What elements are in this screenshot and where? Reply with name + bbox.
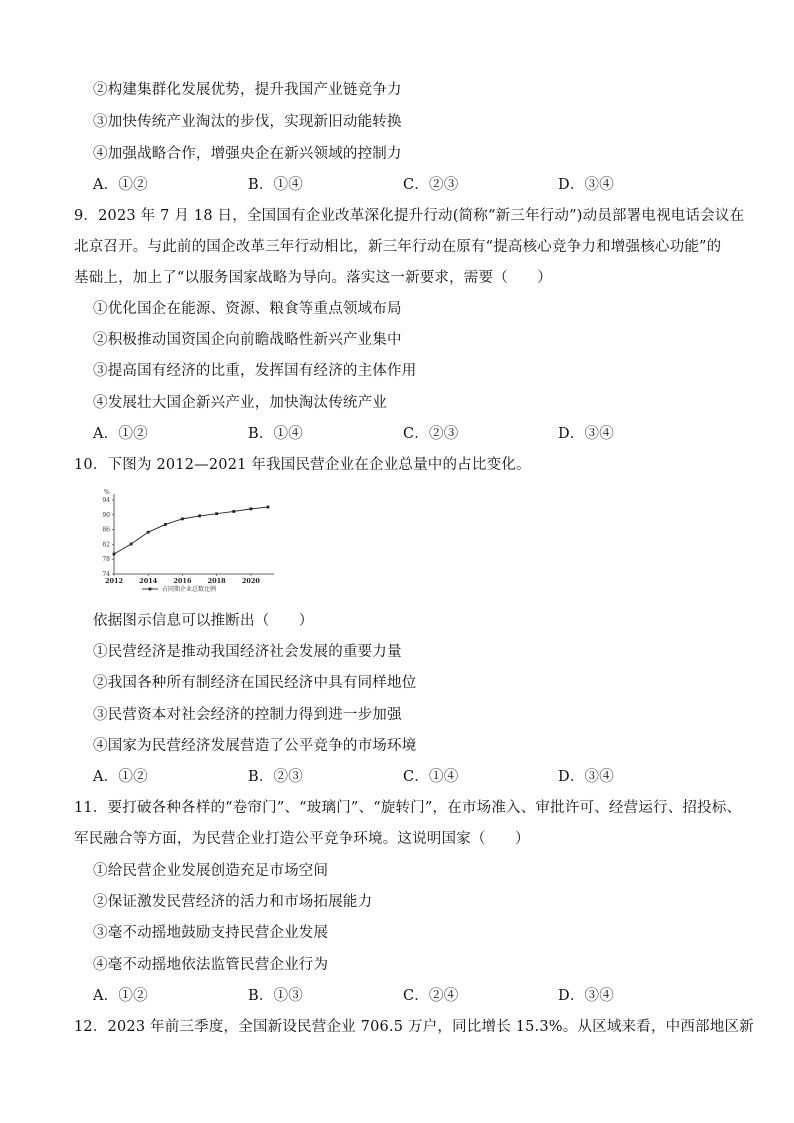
data-point	[215, 512, 218, 515]
q11-stem-line-2: 军民融合等方面，为民营企业打造公平竞争环境。这说明国家（ ）	[74, 831, 530, 847]
q9-choice-c[interactable]: C．②③	[403, 426, 459, 442]
q9-stem-line-2: 北京召开。与此前的国企改革三年行动相比，新三年行动在原有“提高核心竞争力和增强核心功能”的	[74, 239, 722, 255]
q8-choice-b[interactable]: B．①④	[248, 177, 303, 193]
q8-option-2: ②构建集群化发展优势，提升我国产业链竞争力	[93, 82, 402, 98]
q8-choice-d[interactable]: D．③④	[558, 177, 614, 193]
series-line	[114, 507, 268, 554]
q8-option-4: ④加强战略合作，增强央企在新兴领域的控制力	[93, 146, 402, 162]
q11-choice-d[interactable]: D．③④	[558, 988, 614, 1004]
q11-stem-line-1: 11．要打破各种各样的“卷帘门”、“玻璃门”、“旋转门”，在市场准入、审批许可、经营运行、招投标、	[74, 800, 742, 816]
q8-choice-c[interactable]: C．②③	[403, 177, 459, 193]
q10-option-2: ②我国各种所有制经济在国民经济中具有同样地位	[93, 675, 417, 691]
q11-option-1: ①给民营企业发展创造充足市场空间	[93, 863, 329, 879]
q10-prompt: 依据图示信息可以推断出（ ）	[93, 613, 314, 629]
data-point	[181, 517, 184, 520]
x-tick-label: 2018	[207, 577, 226, 585]
y-tick-label: 74	[102, 571, 110, 578]
q9-option-4: ④发展壮大国企新兴产业，加快淘汰传统产业	[93, 395, 387, 411]
x-tick-label: 2016	[173, 577, 192, 585]
legend-marker	[149, 588, 152, 591]
q11-choice-b[interactable]: B．①③	[248, 988, 303, 1004]
q9-option-2: ②积极推动国资国企向前瞻战略性新兴产业集中	[93, 332, 402, 348]
q11-choice-a[interactable]: A．①②	[93, 988, 148, 1004]
data-point	[147, 531, 150, 534]
q9-stem-line-1: 9．2023 年 7 月 18 日，全国国有企业改革深化提升行动(简称“新三年行动”)动员部署电视电话会议在	[74, 208, 745, 224]
q10-option-4: ④国家为民营经济发展营造了公平竞争的市场环境	[93, 738, 417, 754]
private-enterprise-share-chart	[86, 486, 282, 600]
q8-choices	[93, 175, 713, 195]
q10-choice-b[interactable]: B．②③	[248, 769, 303, 785]
q8-choice-a[interactable]: A．①②	[93, 177, 148, 193]
q9-option-3: ③提高国有经济的比重，发挥国有经济的主体作用	[93, 363, 417, 379]
q11-option-4: ④毫不动摇地依法监管民营企业行为	[93, 957, 329, 973]
q9-stem-line-3: 基础上，加上了“以服务国家战略为导向。落实这一新要求，需要（ ）	[74, 270, 553, 286]
q9-choice-d[interactable]: D．③④	[558, 426, 614, 442]
legend-label: 占同期企业总数比例	[162, 586, 217, 593]
q11-choice-c[interactable]: C．②④	[403, 988, 459, 1004]
data-point	[198, 515, 201, 518]
data-point	[232, 510, 235, 513]
x-tick-label: 2020	[241, 577, 260, 585]
q11-option-2: ②保证激发民营经济的活力和市场拓展能力	[93, 894, 373, 910]
q10-choice-c[interactable]: C．①④	[403, 769, 459, 785]
data-point	[130, 543, 133, 546]
y-tick-label: 78	[102, 556, 110, 564]
data-point	[113, 553, 116, 556]
q11-choices	[93, 986, 713, 1006]
q10-option-3: ③民营资本对社会经济的控制力得到进一步加强	[93, 707, 402, 723]
y-unit-label: %	[104, 489, 110, 496]
q10-choice-a[interactable]: A．①②	[93, 769, 148, 785]
data-point	[267, 506, 270, 509]
data-point	[164, 523, 167, 526]
q9-choices	[93, 424, 713, 444]
q9-option-1: ①优化国企在能源、资源、粮食等重点领域布局	[93, 301, 402, 317]
q9-choice-b[interactable]: B．①④	[248, 426, 303, 442]
q11-option-3: ③毫不动摇地鼓励支持民营企业发展	[93, 925, 329, 941]
y-tick-label: 90	[102, 511, 110, 519]
q10-stem: 10．下图为 2012—2021 年我国民营企业在企业总量中的占比变化。	[74, 457, 531, 473]
x-tick-label: 2014	[139, 577, 158, 585]
y-tick-label: 94	[102, 497, 110, 504]
y-tick-label: 86	[102, 526, 110, 534]
q10-option-1: ①民营经济是推动我国经济社会发展的重要力量	[93, 644, 402, 660]
q9-choice-a[interactable]: A．①②	[93, 426, 148, 442]
q8-option-3: ③加快传统产业淘汰的步伐，实现新旧动能转换	[93, 114, 402, 130]
q10-choice-d[interactable]: D．③④	[558, 769, 614, 785]
q10-choices	[93, 767, 713, 787]
y-tick-label: 82	[102, 541, 110, 549]
q12-stem-line-1: 12．2023 年前三季度，全国新设民营企业 706.5 万户，同比增长 15.3%。从区域来看，中西部地区新	[74, 1019, 754, 1035]
x-tick-label: 2012	[104, 577, 124, 585]
data-point	[249, 507, 252, 510]
